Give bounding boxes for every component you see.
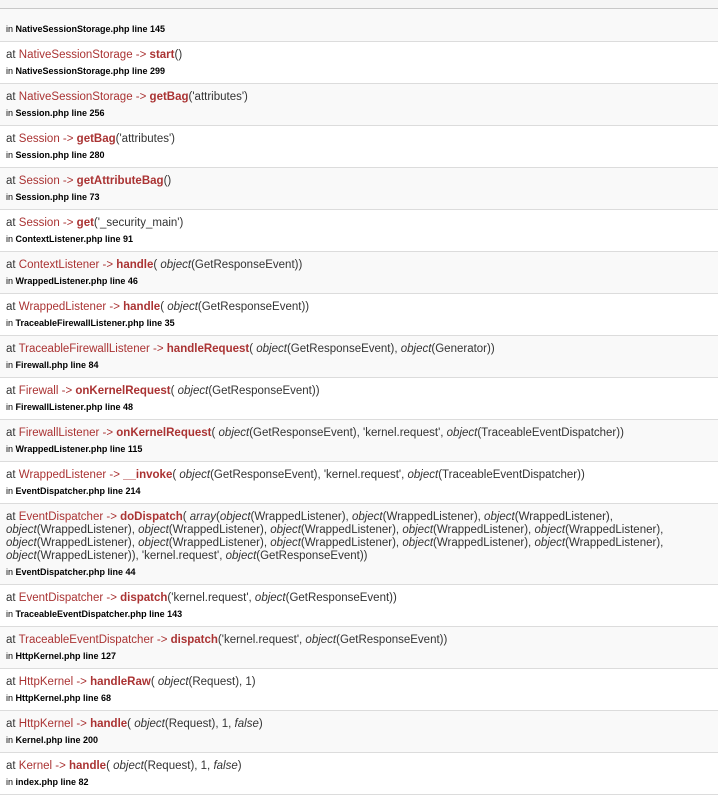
- file-name: WrappedListener.php line 46: [15, 276, 138, 286]
- stack-frame: [0, 252, 718, 294]
- file-name: Firewall.php line 84: [15, 360, 99, 370]
- frame-location: [6, 608, 713, 620]
- in-label: in: [6, 150, 16, 160]
- stack-frame: [0, 462, 718, 504]
- in-label: in: [6, 402, 16, 412]
- file-name: Session.php line 256: [15, 108, 105, 118]
- file-name: WrappedListener.php line 115: [15, 444, 143, 454]
- frame-call: at Session -> get('_security_main'): [6, 217, 184, 229]
- file-name: Session.php line 280: [15, 150, 105, 160]
- in-label: in: [6, 24, 16, 34]
- stack-trace-list: [0, 9, 718, 795]
- frame-call: at HttpKernel -> handleRaw( object(Request), 1): [6, 676, 256, 688]
- file-name: FirewallListener.php line 48: [15, 402, 134, 412]
- in-label: in: [6, 192, 16, 202]
- stack-frame: [0, 627, 718, 669]
- frame-location: [6, 317, 713, 329]
- stack-frame: [0, 669, 718, 711]
- frame-location: [6, 275, 713, 287]
- stack-frame: [0, 753, 718, 795]
- frame-call: at EventDispatcher -> doDispatch( array(object(WrappedListener), object(WrappedListener), object(WrappedListener), object(WrappedListener), object(WrappedListener), object(WrappedListener), object(WrappedListener), object(WrappedListener), object(WrappedListener), object(WrappedListener), object(WrappedListener), object(WrappedListener), object(WrappedListener), object(WrappedListener)), 'kernel.request', object(GetResponseEvent)): [6, 511, 664, 562]
- frame-call: at FirewallListener -> onKernelRequest( object(GetResponseEvent), 'kernel.request', object(TraceableEventDispatcher)): [6, 427, 624, 439]
- stack-frame: [0, 585, 718, 627]
- in-label: in: [6, 693, 16, 703]
- frame-location: [6, 149, 713, 161]
- stack-frame: [0, 42, 718, 84]
- frame-call: at Session -> getAttributeBag(): [6, 175, 172, 187]
- in-label: in: [6, 777, 16, 787]
- stack-frame: [0, 210, 718, 252]
- frame-location: [6, 734, 713, 746]
- in-label: in: [6, 234, 16, 244]
- frame-call: at NativeSessionStorage -> start(): [6, 49, 183, 61]
- frame-call: at EventDispatcher -> dispatch('kernel.request', object(GetResponseEvent)): [6, 592, 397, 604]
- in-label: in: [6, 486, 16, 496]
- frame-call: at ContextListener -> handle( object(GetResponseEvent)): [6, 259, 303, 271]
- frame-call: at TraceableFirewallListener -> handleRequest( object(GetResponseEvent), object(Generator)): [6, 343, 495, 355]
- frame-location: [6, 233, 713, 245]
- frame-location: [6, 65, 713, 77]
- file-name: TraceableFirewallListener.php line 35: [15, 318, 175, 328]
- top-cutoff-bar: [0, 0, 718, 9]
- frame-location: [6, 191, 713, 203]
- file-name: NativeSessionStorage.php line 299: [15, 66, 166, 76]
- frame-location: [6, 692, 713, 704]
- stack-frame: [0, 126, 718, 168]
- file-name: ContextListener.php line 91: [15, 234, 134, 244]
- frame-location: [6, 359, 713, 371]
- file-name: EventDispatcher.php line 214: [15, 486, 141, 496]
- frame-location: [6, 107, 713, 119]
- file-name: HttpKernel.php line 68: [15, 693, 112, 703]
- in-label: in: [6, 735, 16, 745]
- frame-call: at NativeSessionStorage -> getBag('attributes'): [6, 91, 248, 103]
- frame-call: at WrappedListener -> __invoke( object(GetResponseEvent), 'kernel.request', object(TraceableEventDispatcher)): [6, 469, 585, 481]
- stack-frame: [0, 294, 718, 336]
- in-label: in: [6, 609, 16, 619]
- frame-call: at HttpKernel -> handle( object(Request), 1, false): [6, 718, 263, 730]
- in-label: in: [6, 444, 16, 454]
- in-label: in: [6, 360, 16, 370]
- in-label: in: [6, 651, 16, 661]
- in-label: in: [6, 276, 16, 286]
- file-name: Session.php line 73: [15, 192, 100, 202]
- file-name: NativeSessionStorage.php line 145: [15, 24, 166, 34]
- in-label: in: [6, 66, 16, 76]
- frame-call: at Firewall -> onKernelRequest( object(GetResponseEvent)): [6, 385, 320, 397]
- stack-frame: [0, 168, 718, 210]
- file-name: EventDispatcher.php line 44: [15, 567, 136, 577]
- frame-call: at Kernel -> handle( object(Request), 1, false): [6, 760, 242, 772]
- frame-call: at Session -> getBag('attributes'): [6, 133, 176, 145]
- file-name: HttpKernel.php line 127: [15, 651, 117, 661]
- frame-location: [6, 566, 713, 578]
- frame-location: [6, 650, 713, 662]
- frame-location: [6, 485, 713, 497]
- frame-call: at WrappedListener -> handle( object(GetResponseEvent)): [6, 301, 310, 313]
- stack-frame: [0, 84, 718, 126]
- stack-frame: [0, 9, 718, 42]
- frame-call: at TraceableEventDispatcher -> dispatch('kernel.request', object(GetResponseEvent)): [6, 634, 448, 646]
- stack-frame: [0, 711, 718, 753]
- file-name: index.php line 82: [15, 777, 89, 787]
- stack-frame: [0, 420, 718, 462]
- in-label: in: [6, 318, 16, 328]
- frame-location: [6, 776, 713, 788]
- frame-location: [6, 401, 713, 413]
- in-label: in: [6, 567, 16, 577]
- frame-location: [6, 23, 713, 35]
- file-name: TraceableEventDispatcher.php line 143: [15, 609, 183, 619]
- file-name: Kernel.php line 200: [15, 735, 99, 745]
- in-label: in: [6, 108, 16, 118]
- stack-frame: [0, 336, 718, 378]
- stack-frame: [0, 504, 718, 585]
- stack-frame: [0, 378, 718, 420]
- frame-location: [6, 443, 713, 455]
